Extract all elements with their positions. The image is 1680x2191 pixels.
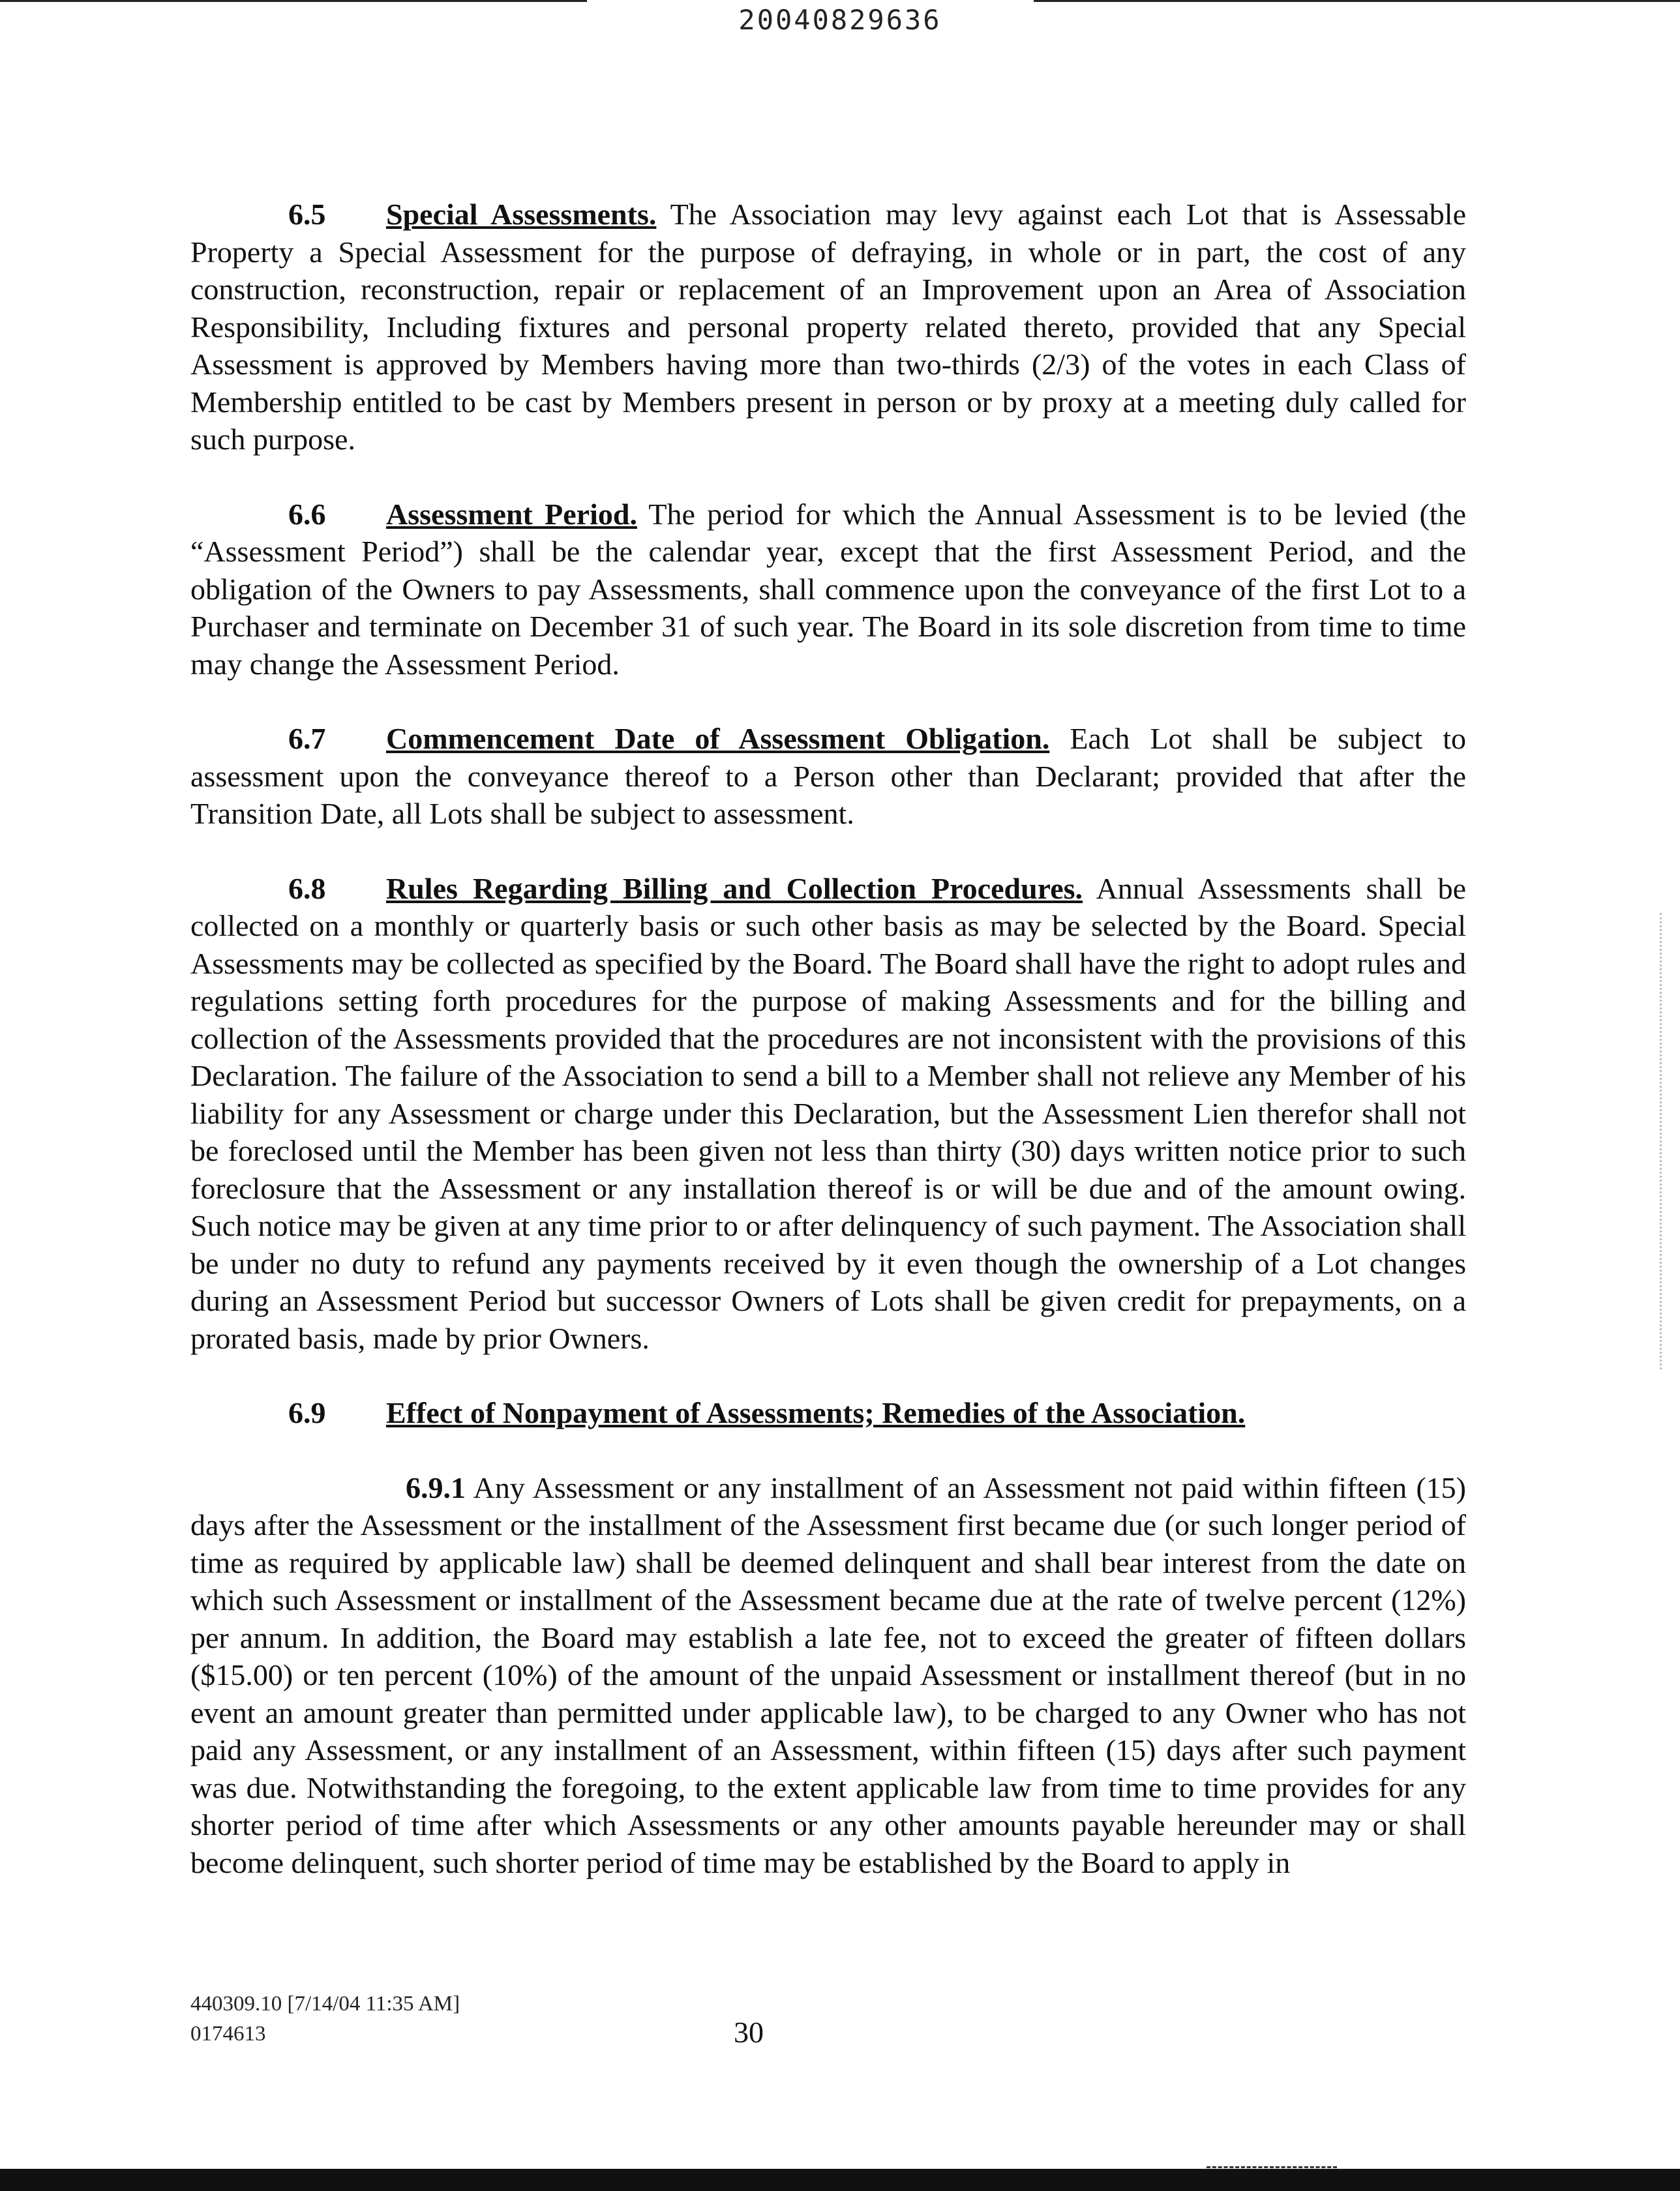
section-number: 6.5 <box>288 198 326 231</box>
section-number: 6.8 <box>288 871 326 905</box>
document-body <box>190 196 1466 1881</box>
section-text: Annual Assessments shall be collected on a monthly or quarterly basis or such other basis as may be selected by the Board. Special Assessments may be collected as specified by the Board. The Board shall have the right to adopt rules and regulations setting forth procedures for the purpose of making Assessments and for the billing and collection of the Assessments provided that the procedures are not inconsistent with the provisions of this Declaration. The failure of the Association to send a bill to a Member shall not relieve any Member of his liability for any Assessment or charge under this Declaration, but the Assessment Lien therefor shall not be foreclosed until the Member has been given not less than thirty (30) days written notice prior to such foreclosure that the Assessment or any installation thereof is or will be due and of the amount owing. Such notice may be given at any time prior to or after delinquency of such payment. The Association shall be under no duty to refund any payments received by it even though the ownership of a Lot changes during an Assessment Period but successor Owners of Lots shall be given credit for prepayments, on a prorated basis, made by prior Owners. <box>190 871 1466 1355</box>
section-number: 6.6 <box>288 497 326 531</box>
section-title: Special Assessments. <box>386 198 657 231</box>
section-6-5 <box>190 196 1466 458</box>
subsection-text: Any Assessment or any installment of an Assessment not paid within fifteen (15) days after the Assessment or the installment of the Assessment first became due (or such longer period of time as required by applicable law) shall be deemed delinquent and shall bear interest from the date on which such Assessment or installment of the Assessment became due at the rate of twelve percent (12%) per annum. In addition, the Board may establish a late fee, not to exceed the greater of fifteen dollars ($15.00) or ten percent (10%) of the amount of the unpaid Assessment or installment thereof (but in no event an amount greater than permitted under applicable law), to be charged to any Owner who has not paid any Assessment, or any installment of an Assessment, within fifteen (15) days after such payment was due. Notwithstanding the foregoing, to the extent applicable law from time to time provides for any shorter period of time after which Assessments or any other amounts payable hereunder may or shall become delinquent, such shorter period of time may be established by the Board to apply in <box>190 1470 1466 1879</box>
subsection-6-9-1 <box>190 1469 1466 1882</box>
scan-bottom-band <box>0 2169 1680 2191</box>
footer-file-number: 0174613 <box>190 2022 266 2046</box>
section-title: Commencement Date of Assessment Obligation. <box>386 722 1050 755</box>
section-text: The period for which the Annual Assessment is to be levied (the “Assessment Period”) shall be the calendar year, except that the first Assessment Period, and the obligation of the Owners to pay Assessments, shall commence upon the conveyance of the first Lot to a Purchaser and terminate on December 31 of such year. The Board in its sole discretion from time to time may change the Assessment Period. <box>190 497 1466 681</box>
section-text: The Association may levy against each Lot that is Assessable Property a Special Assessment for the purpose of defraying, in whole or in part, the cost of any construction, reconstruction, repair or replacement of an Improvement upon an Area of Association Responsibility, Including fixtures and personal property related thereto, provided that any Special Assessment is approved by Members having more than two-thirds (2/3) of the votes in each Class of Membership entitled to be cast by Members present in person or by proxy at a meeting duly called for such purpose. <box>190 198 1466 456</box>
section-number: 6.7 <box>288 722 326 755</box>
section-6-8 <box>190 870 1466 1358</box>
section-6-6 <box>190 496 1466 683</box>
top-rule-left <box>0 0 587 2</box>
scan-margin-marks <box>1660 913 1664 1369</box>
section-6-9-heading <box>288 1394 1466 1432</box>
top-rule-right <box>1034 0 1680 2</box>
section-number: 6.9 <box>288 1396 326 1429</box>
page-number: 30 <box>734 2016 764 2049</box>
footer <box>190 1989 1466 2049</box>
subsection-number: 6.9.1 <box>406 1470 466 1504</box>
section-text: Each Lot shall be subject to assessment upon the conveyance thereof to a Person other than Declarant; provided that after the Transition Date, all Lots shall be subject to assessment. <box>190 722 1467 830</box>
section-title: Effect of Nonpayment of Assessments; Remedies of the Association. <box>386 1396 1246 1429</box>
section-6-7 <box>190 720 1466 833</box>
footer-doc-id: 440309.10 [7/14/04 11:35 AM] <box>190 1992 460 2016</box>
section-title: Assessment Period. <box>386 497 637 531</box>
section-title: Rules Regarding Billing and Collection Procedures. <box>386 871 1083 905</box>
document-number: 20040829636 <box>738 4 942 36</box>
